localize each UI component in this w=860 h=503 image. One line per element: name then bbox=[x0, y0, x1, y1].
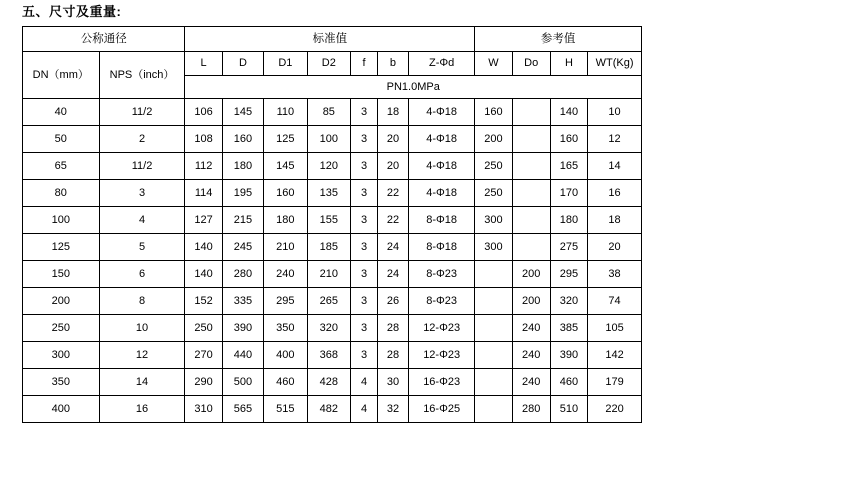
cell-D1: 240 bbox=[264, 261, 307, 288]
cell-f: 4 bbox=[351, 369, 378, 396]
table-group-header-row bbox=[23, 27, 642, 52]
cell-z-phi-d: 16-Φ25 bbox=[409, 396, 475, 423]
cell-f: 3 bbox=[351, 288, 378, 315]
cell-H: 170 bbox=[550, 180, 587, 207]
column-header-W: W bbox=[475, 52, 512, 76]
cell-Do bbox=[512, 99, 550, 126]
table-row bbox=[23, 315, 642, 342]
cell-dn: 400 bbox=[23, 396, 100, 423]
cell-D2: 210 bbox=[307, 261, 350, 288]
cell-b: 20 bbox=[377, 153, 408, 180]
cell-z-phi-d: 8-Φ23 bbox=[409, 288, 475, 315]
cell-L: 140 bbox=[185, 234, 222, 261]
cell-WT: 142 bbox=[588, 342, 642, 369]
cell-D2: 155 bbox=[307, 207, 350, 234]
cell-W bbox=[475, 261, 512, 288]
cell-dn: 100 bbox=[23, 207, 100, 234]
cell-dn: 65 bbox=[23, 153, 100, 180]
cell-H: 165 bbox=[550, 153, 587, 180]
cell-b: 28 bbox=[377, 342, 408, 369]
cell-W: 300 bbox=[475, 207, 512, 234]
cell-H: 275 bbox=[550, 234, 587, 261]
cell-D1: 145 bbox=[264, 153, 307, 180]
cell-dn: 125 bbox=[23, 234, 100, 261]
cell-b: 24 bbox=[377, 234, 408, 261]
page-title: 五、尺寸及重量: bbox=[22, 4, 122, 19]
cell-H: 460 bbox=[550, 369, 587, 396]
dimensions-weight-table bbox=[22, 26, 642, 423]
cell-dn: 80 bbox=[23, 180, 100, 207]
cell-Do bbox=[512, 180, 550, 207]
cell-nps: 14 bbox=[99, 369, 185, 396]
cell-D2: 100 bbox=[307, 126, 350, 153]
cell-WT: 12 bbox=[588, 126, 642, 153]
cell-b: 24 bbox=[377, 261, 408, 288]
table-row bbox=[23, 180, 642, 207]
cell-W: 250 bbox=[475, 180, 512, 207]
cell-L: 112 bbox=[185, 153, 222, 180]
column-header-D: D bbox=[222, 52, 263, 76]
cell-D1: 110 bbox=[264, 99, 307, 126]
cell-b: 22 bbox=[377, 207, 408, 234]
cell-D1: 125 bbox=[264, 126, 307, 153]
cell-dn: 250 bbox=[23, 315, 100, 342]
cell-H: 510 bbox=[550, 396, 587, 423]
cell-b: 32 bbox=[377, 396, 408, 423]
cell-W: 300 bbox=[475, 234, 512, 261]
cell-dn: 40 bbox=[23, 99, 100, 126]
cell-z-phi-d: 12-Φ23 bbox=[409, 315, 475, 342]
cell-D: 195 bbox=[222, 180, 263, 207]
cell-Do bbox=[512, 153, 550, 180]
table-row bbox=[23, 396, 642, 423]
cell-W: 200 bbox=[475, 126, 512, 153]
cell-D2: 482 bbox=[307, 396, 350, 423]
table-row bbox=[23, 99, 642, 126]
cell-L: 290 bbox=[185, 369, 222, 396]
cell-D2: 265 bbox=[307, 288, 350, 315]
cell-D: 160 bbox=[222, 126, 263, 153]
cell-D: 215 bbox=[222, 207, 263, 234]
cell-D1: 180 bbox=[264, 207, 307, 234]
cell-WT: 105 bbox=[588, 315, 642, 342]
cell-f: 3 bbox=[351, 315, 378, 342]
cell-W bbox=[475, 315, 512, 342]
cell-z-phi-d: 8-Φ23 bbox=[409, 261, 475, 288]
cell-z-phi-d: 4-Φ18 bbox=[409, 99, 475, 126]
group-header-standard-values: 标准值 bbox=[185, 27, 475, 52]
cell-H: 180 bbox=[550, 207, 587, 234]
cell-Do bbox=[512, 126, 550, 153]
cell-D2: 135 bbox=[307, 180, 350, 207]
cell-WT: 20 bbox=[588, 234, 642, 261]
cell-L: 140 bbox=[185, 261, 222, 288]
cell-z-phi-d: 16-Φ23 bbox=[409, 369, 475, 396]
cell-D1: 350 bbox=[264, 315, 307, 342]
cell-D: 145 bbox=[222, 99, 263, 126]
cell-L: 250 bbox=[185, 315, 222, 342]
cell-nps: 4 bbox=[99, 207, 185, 234]
cell-L: 152 bbox=[185, 288, 222, 315]
cell-dn: 300 bbox=[23, 342, 100, 369]
column-header-D2: D2 bbox=[307, 52, 350, 76]
cell-L: 310 bbox=[185, 396, 222, 423]
cell-WT: 74 bbox=[588, 288, 642, 315]
table-body bbox=[23, 99, 642, 423]
cell-nps: 11/2 bbox=[99, 99, 185, 126]
cell-W: 160 bbox=[475, 99, 512, 126]
group-header-reference-values: 参考值 bbox=[475, 27, 642, 52]
cell-D: 565 bbox=[222, 396, 263, 423]
cell-D: 440 bbox=[222, 342, 263, 369]
cell-D: 280 bbox=[222, 261, 263, 288]
cell-b: 26 bbox=[377, 288, 408, 315]
cell-b: 30 bbox=[377, 369, 408, 396]
cell-D2: 185 bbox=[307, 234, 350, 261]
column-header-L: L bbox=[185, 52, 222, 76]
cell-dn: 150 bbox=[23, 261, 100, 288]
cell-dn: 200 bbox=[23, 288, 100, 315]
cell-D: 390 bbox=[222, 315, 263, 342]
cell-f: 3 bbox=[351, 207, 378, 234]
cell-WT: 10 bbox=[588, 99, 642, 126]
table-row bbox=[23, 207, 642, 234]
cell-D2: 428 bbox=[307, 369, 350, 396]
cell-WT: 18 bbox=[588, 207, 642, 234]
cell-nps: 12 bbox=[99, 342, 185, 369]
cell-D2: 368 bbox=[307, 342, 350, 369]
cell-nps: 16 bbox=[99, 396, 185, 423]
cell-nps: 10 bbox=[99, 315, 185, 342]
table-row bbox=[23, 153, 642, 180]
cell-f: 3 bbox=[351, 99, 378, 126]
column-header-WT: WT(Kg) bbox=[588, 52, 642, 76]
cell-f: 3 bbox=[351, 261, 378, 288]
table-row bbox=[23, 288, 642, 315]
cell-f: 3 bbox=[351, 234, 378, 261]
spec-table-container bbox=[0, 26, 860, 423]
cell-D1: 400 bbox=[264, 342, 307, 369]
cell-H: 295 bbox=[550, 261, 587, 288]
pressure-rating-label: PN1.0MPa bbox=[185, 76, 642, 99]
table-row bbox=[23, 369, 642, 396]
cell-Do bbox=[512, 207, 550, 234]
column-header-H: H bbox=[550, 52, 587, 76]
cell-H: 140 bbox=[550, 99, 587, 126]
cell-z-phi-d: 8-Φ18 bbox=[409, 234, 475, 261]
cell-D: 245 bbox=[222, 234, 263, 261]
cell-L: 127 bbox=[185, 207, 222, 234]
cell-nps: 11/2 bbox=[99, 153, 185, 180]
cell-f: 3 bbox=[351, 342, 378, 369]
cell-W bbox=[475, 369, 512, 396]
cell-Do: 240 bbox=[512, 369, 550, 396]
column-header-dn: DN（mm） bbox=[23, 52, 100, 99]
cell-D1: 515 bbox=[264, 396, 307, 423]
cell-Do: 200 bbox=[512, 261, 550, 288]
cell-f: 3 bbox=[351, 180, 378, 207]
cell-H: 160 bbox=[550, 126, 587, 153]
cell-Do: 200 bbox=[512, 288, 550, 315]
cell-D2: 120 bbox=[307, 153, 350, 180]
group-header-nominal-diameter: 公称通径 bbox=[23, 27, 185, 52]
cell-b: 18 bbox=[377, 99, 408, 126]
cell-f: 3 bbox=[351, 153, 378, 180]
cell-H: 320 bbox=[550, 288, 587, 315]
table-row bbox=[23, 261, 642, 288]
cell-L: 108 bbox=[185, 126, 222, 153]
column-header-b: b bbox=[377, 52, 408, 76]
table-row bbox=[23, 126, 642, 153]
cell-f: 4 bbox=[351, 396, 378, 423]
cell-WT: 38 bbox=[588, 261, 642, 288]
cell-nps: 8 bbox=[99, 288, 185, 315]
cell-nps: 2 bbox=[99, 126, 185, 153]
cell-D: 500 bbox=[222, 369, 263, 396]
cell-dn: 350 bbox=[23, 369, 100, 396]
table-header bbox=[23, 27, 642, 99]
cell-W bbox=[475, 288, 512, 315]
cell-D1: 210 bbox=[264, 234, 307, 261]
cell-z-phi-d: 4-Φ18 bbox=[409, 153, 475, 180]
cell-D: 180 bbox=[222, 153, 263, 180]
cell-W bbox=[475, 396, 512, 423]
cell-W: 250 bbox=[475, 153, 512, 180]
cell-D1: 460 bbox=[264, 369, 307, 396]
cell-b: 28 bbox=[377, 315, 408, 342]
cell-Do bbox=[512, 234, 550, 261]
cell-D2: 320 bbox=[307, 315, 350, 342]
table-row bbox=[23, 342, 642, 369]
cell-L: 106 bbox=[185, 99, 222, 126]
column-header-f: f bbox=[351, 52, 378, 76]
column-header-Do: Do bbox=[512, 52, 550, 76]
cell-D2: 85 bbox=[307, 99, 350, 126]
cell-z-phi-d: 12-Φ23 bbox=[409, 342, 475, 369]
cell-nps: 3 bbox=[99, 180, 185, 207]
cell-WT: 16 bbox=[588, 180, 642, 207]
cell-WT: 179 bbox=[588, 369, 642, 396]
cell-f: 3 bbox=[351, 126, 378, 153]
cell-Do: 240 bbox=[512, 342, 550, 369]
cell-WT: 220 bbox=[588, 396, 642, 423]
cell-Do: 240 bbox=[512, 315, 550, 342]
cell-D1: 160 bbox=[264, 180, 307, 207]
column-header-nps: NPS（inch） bbox=[99, 52, 185, 99]
cell-H: 390 bbox=[550, 342, 587, 369]
cell-z-phi-d: 4-Φ18 bbox=[409, 126, 475, 153]
table-sub-header-row bbox=[23, 52, 642, 76]
cell-b: 20 bbox=[377, 126, 408, 153]
cell-L: 270 bbox=[185, 342, 222, 369]
cell-nps: 5 bbox=[99, 234, 185, 261]
cell-L: 114 bbox=[185, 180, 222, 207]
cell-WT: 14 bbox=[588, 153, 642, 180]
cell-H: 385 bbox=[550, 315, 587, 342]
cell-z-phi-d: 4-Φ18 bbox=[409, 180, 475, 207]
cell-b: 22 bbox=[377, 180, 408, 207]
column-header-z-phi-d: Z-Φd bbox=[409, 52, 475, 76]
cell-nps: 6 bbox=[99, 261, 185, 288]
table-row bbox=[23, 234, 642, 261]
cell-dn: 50 bbox=[23, 126, 100, 153]
cell-D1: 295 bbox=[264, 288, 307, 315]
cell-W bbox=[475, 342, 512, 369]
cell-Do: 280 bbox=[512, 396, 550, 423]
cell-z-phi-d: 8-Φ18 bbox=[409, 207, 475, 234]
cell-D: 335 bbox=[222, 288, 263, 315]
column-header-D1: D1 bbox=[264, 52, 307, 76]
